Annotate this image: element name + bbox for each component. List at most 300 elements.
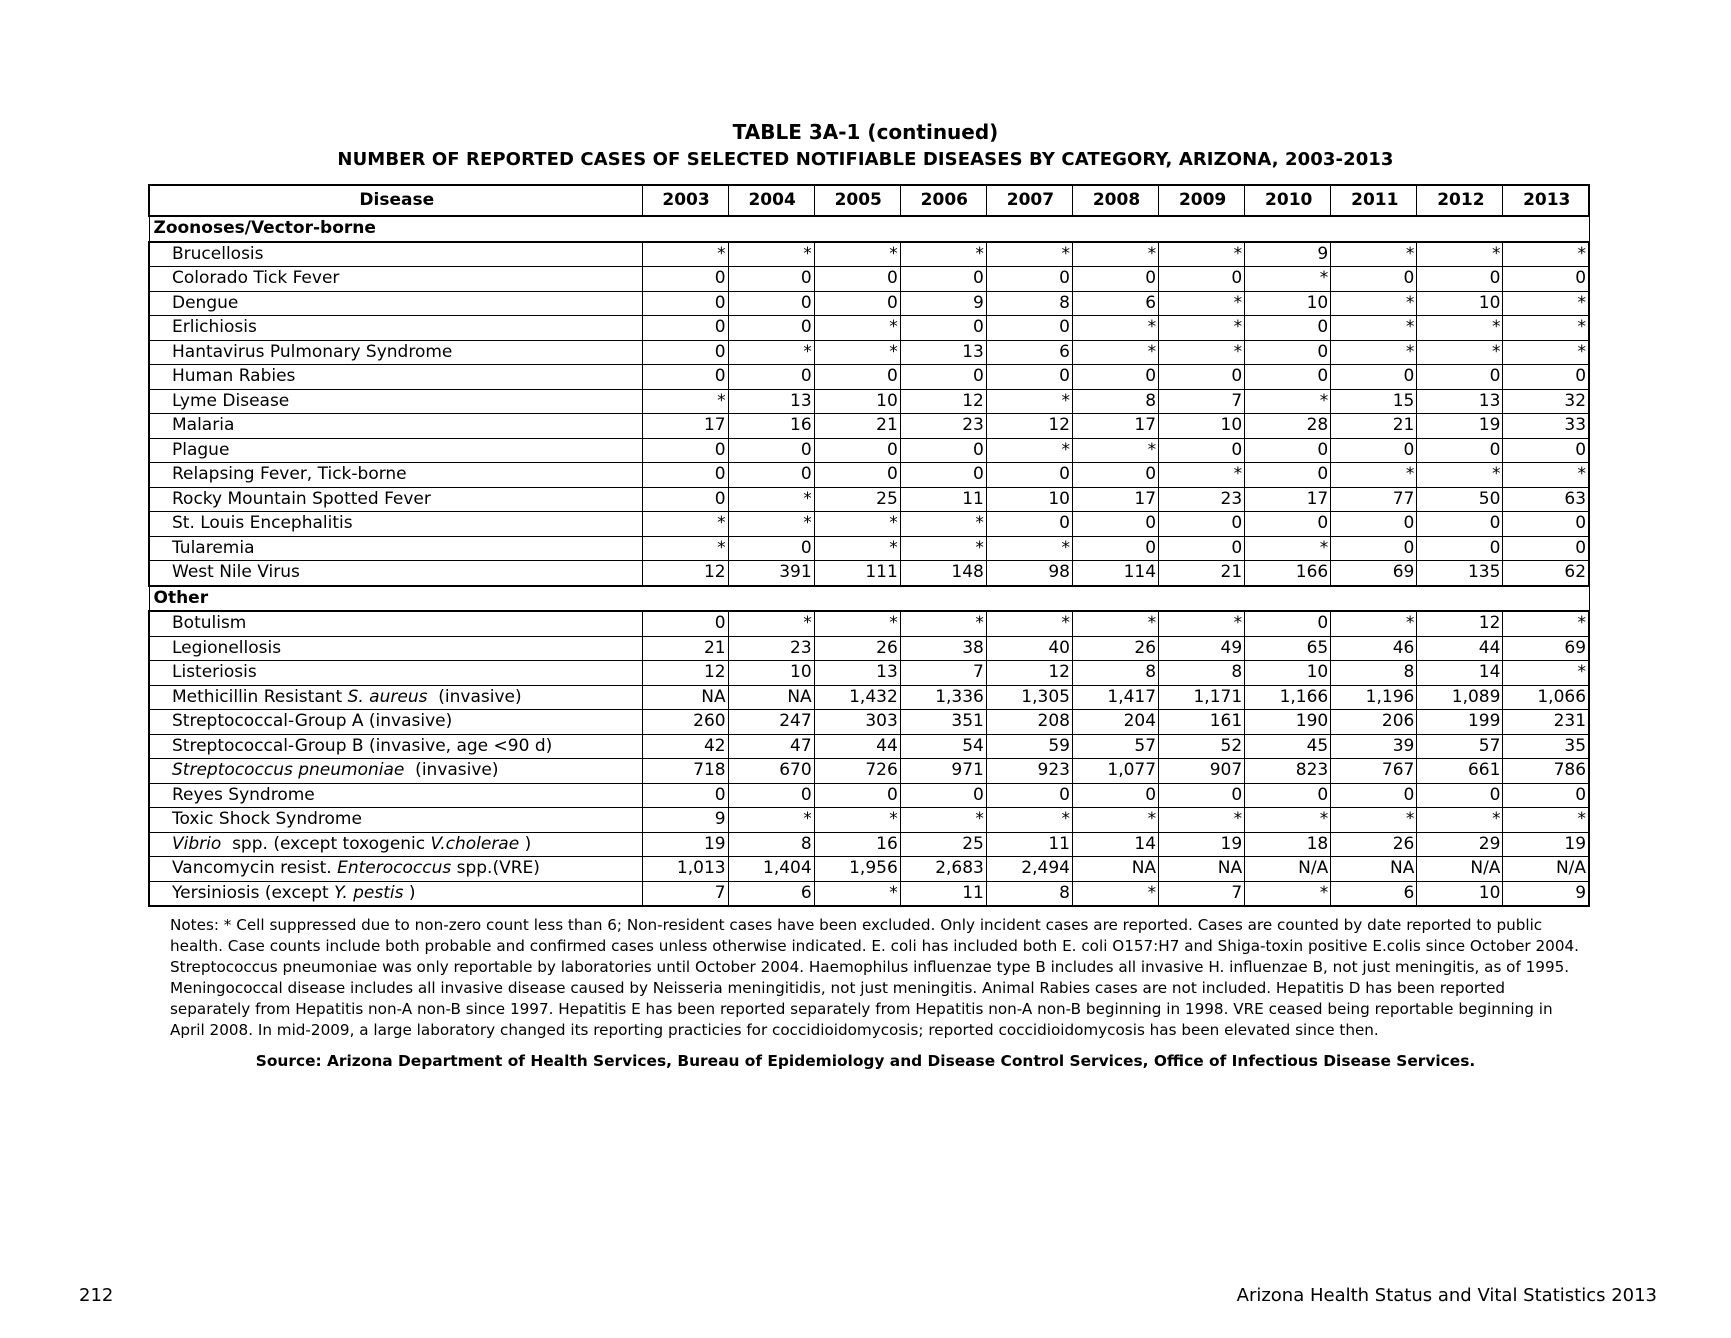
case-count-cell: 0 [1331, 783, 1417, 808]
disease-name [149, 438, 642, 463]
case-count-cell: 23 [1159, 487, 1245, 512]
case-count-cell: 0 [1417, 267, 1503, 292]
case-count-cell: * [814, 536, 900, 561]
case-count-cell: * [1503, 463, 1589, 488]
table-row [149, 710, 1589, 735]
case-count-cell: 1,417 [1072, 685, 1158, 710]
case-count-cell: * [642, 389, 728, 414]
case-count-cell: * [1072, 611, 1158, 636]
case-count-cell: 0 [1503, 783, 1589, 808]
case-count-cell: 6 [986, 340, 1072, 365]
case-count-cell: * [1417, 463, 1503, 488]
case-count-cell: 69 [1331, 561, 1417, 586]
publication-footer: Arizona Health Status and Vital Statistics 2013 [1236, 1285, 1657, 1306]
case-count-cell: * [900, 512, 986, 537]
case-count-cell: NA [642, 685, 728, 710]
case-count-cell: 206 [1331, 710, 1417, 735]
case-count-cell: * [642, 536, 728, 561]
case-count-cell: 49 [1159, 636, 1245, 661]
case-count-cell: 7 [900, 661, 986, 686]
case-count-cell: 44 [1417, 636, 1503, 661]
case-count-cell: 33 [1503, 414, 1589, 439]
disease-name [149, 685, 642, 710]
case-count-cell: 0 [900, 438, 986, 463]
disease-name [149, 734, 642, 759]
disease-name [149, 636, 642, 661]
disease-name-part: Colorado Tick Fever [172, 268, 340, 289]
header-year: 2008 [1072, 185, 1158, 216]
case-count-cell: * [986, 389, 1072, 414]
case-count-cell: 12 [1417, 611, 1503, 636]
case-count-cell: 661 [1417, 759, 1503, 784]
case-count-cell: 1,066 [1503, 685, 1589, 710]
disease-name-part: Lyme Disease [172, 390, 290, 411]
case-count-cell: 0 [1503, 438, 1589, 463]
case-count-cell: 14 [1417, 661, 1503, 686]
case-count-cell: 26 [1331, 832, 1417, 857]
case-count-cell: 17 [642, 414, 728, 439]
case-count-cell: 6 [1331, 881, 1417, 906]
case-count-cell: 8 [1331, 661, 1417, 686]
disease-name-part: Streptococcal-Group A (invasive) [172, 711, 453, 732]
case-count-cell: 2,683 [900, 857, 986, 882]
disease-name [149, 487, 642, 512]
case-count-cell: 10 [728, 661, 814, 686]
case-count-cell: 21 [1159, 561, 1245, 586]
case-count-cell: 111 [814, 561, 900, 586]
case-count-cell: 26 [814, 636, 900, 661]
disease-name [149, 267, 642, 292]
category-row [149, 586, 1589, 612]
disease-name-part: Yersiniosis (except [172, 882, 335, 903]
case-count-cell: 21 [1331, 414, 1417, 439]
case-count-cell: 114 [1072, 561, 1158, 586]
case-count-cell: * [1159, 340, 1245, 365]
case-count-cell: * [1331, 808, 1417, 833]
case-count-cell: 199 [1417, 710, 1503, 735]
case-count-cell: 0 [642, 487, 728, 512]
case-count-cell: 0 [1159, 783, 1245, 808]
case-count-cell: * [1503, 808, 1589, 833]
case-count-cell: 0 [1072, 463, 1158, 488]
disease-name-part: S. aureus [347, 686, 428, 707]
case-count-cell: 0 [1417, 365, 1503, 390]
case-count-cell: 208 [986, 710, 1072, 735]
case-count-cell: 29 [1417, 832, 1503, 857]
disease-name-part: Reyes Syndrome [172, 784, 315, 805]
category-row [149, 216, 1589, 242]
header-year: 2012 [1417, 185, 1503, 216]
case-count-cell: * [1245, 808, 1331, 833]
disease-name-part: Human Rabies [172, 366, 296, 387]
case-count-cell: 0 [900, 783, 986, 808]
case-count-cell: * [1503, 661, 1589, 686]
disease-name-part: Relapsing Fever, Tick-borne [172, 464, 407, 485]
case-count-cell: 0 [1072, 512, 1158, 537]
case-count-cell: 0 [1159, 536, 1245, 561]
case-count-cell: 0 [1245, 611, 1331, 636]
case-count-cell: 0 [1072, 267, 1158, 292]
header-disease: Disease [149, 185, 642, 216]
disease-name [149, 611, 642, 636]
disease-name [149, 808, 642, 833]
case-count-cell: 11 [986, 832, 1072, 857]
case-count-cell: 10 [1245, 661, 1331, 686]
case-count-cell: * [1331, 291, 1417, 316]
disease-name-part: Botulism [172, 613, 247, 634]
case-count-cell: 0 [986, 365, 1072, 390]
case-count-cell: 14 [1072, 832, 1158, 857]
case-count-cell: 0 [900, 316, 986, 341]
case-count-cell: 0 [728, 267, 814, 292]
case-count-cell: 9 [1503, 881, 1589, 906]
disease-name-part: Toxic Shock Syndrome [172, 809, 362, 830]
case-count-cell: 0 [1072, 365, 1158, 390]
case-count-cell: 19 [642, 832, 728, 857]
case-count-cell: 0 [1417, 512, 1503, 537]
case-count-cell: 0 [986, 316, 1072, 341]
case-count-cell: * [1245, 267, 1331, 292]
case-count-cell: 17 [1072, 487, 1158, 512]
case-count-cell: 0 [1159, 365, 1245, 390]
case-count-cell: 161 [1159, 710, 1245, 735]
disease-table [148, 184, 1590, 907]
case-count-cell: * [814, 340, 900, 365]
case-count-cell: 23 [900, 414, 986, 439]
case-count-cell: 0 [728, 783, 814, 808]
header-year: 2013 [1503, 185, 1589, 216]
case-count-cell: 0 [986, 512, 1072, 537]
table-subtitle: NUMBER OF REPORTED CASES OF SELECTED NOTIFIABLE DISEASES BY CATEGORY, ARIZONA, 2003-2013 [337, 149, 1394, 170]
case-count-cell: 13 [900, 340, 986, 365]
case-count-cell: 12 [986, 414, 1072, 439]
case-count-cell: 0 [1417, 438, 1503, 463]
case-count-cell: 21 [642, 636, 728, 661]
table-row [149, 536, 1589, 561]
case-count-cell: * [1072, 438, 1158, 463]
case-count-cell: 0 [1503, 365, 1589, 390]
case-count-cell: * [1503, 611, 1589, 636]
case-count-cell: 0 [814, 267, 900, 292]
case-count-cell: 0 [642, 291, 728, 316]
case-count-cell: N/A [1245, 857, 1331, 882]
disease-name [149, 389, 642, 414]
disease-name-part: Malaria [172, 415, 235, 436]
case-count-cell: * [1159, 291, 1245, 316]
case-count-cell: 0 [986, 267, 1072, 292]
table-row [149, 881, 1589, 906]
case-count-cell: 0 [642, 316, 728, 341]
case-count-cell: 23 [728, 636, 814, 661]
case-count-cell: * [814, 881, 900, 906]
case-count-cell: 0 [986, 783, 1072, 808]
table-row [149, 734, 1589, 759]
case-count-cell: 0 [642, 365, 728, 390]
table-row [149, 759, 1589, 784]
case-count-cell: 0 [1503, 267, 1589, 292]
case-count-cell: 6 [1072, 291, 1158, 316]
case-count-cell: 0 [1245, 365, 1331, 390]
case-count-cell: 10 [1245, 291, 1331, 316]
case-count-cell: 11 [900, 487, 986, 512]
case-count-cell: 28 [1245, 414, 1331, 439]
case-count-cell: 13 [1417, 389, 1503, 414]
disease-name-part: Methicillin Resistant [172, 686, 348, 707]
case-count-cell: * [900, 611, 986, 636]
case-count-cell: 0 [728, 463, 814, 488]
header-year: 2003 [642, 185, 728, 216]
case-count-cell: 13 [728, 389, 814, 414]
case-count-cell: 0 [1417, 536, 1503, 561]
case-count-cell: * [1072, 242, 1158, 267]
case-count-cell: * [814, 316, 900, 341]
case-count-cell: 9 [642, 808, 728, 833]
case-count-cell: 0 [1245, 512, 1331, 537]
case-count-cell: 1,077 [1072, 759, 1158, 784]
disease-name-part: Streptococcus pneumoniae [172, 760, 405, 781]
case-count-cell: 38 [900, 636, 986, 661]
disease-name-part: West Nile Virus [172, 562, 300, 583]
title-block [0, 118, 1731, 174]
case-count-cell: 9 [900, 291, 986, 316]
case-count-cell: 13 [814, 661, 900, 686]
case-count-cell: 59 [986, 734, 1072, 759]
case-count-cell: 10 [814, 389, 900, 414]
case-count-cell: 726 [814, 759, 900, 784]
case-count-cell: 1,432 [814, 685, 900, 710]
disease-name [149, 340, 642, 365]
disease-name-part: Brucellosis [172, 243, 264, 264]
case-count-cell: 0 [1331, 267, 1417, 292]
case-count-cell: * [728, 512, 814, 537]
case-count-cell: 62 [1503, 561, 1589, 586]
disease-name-part: Plague [172, 439, 230, 460]
case-count-cell: 923 [986, 759, 1072, 784]
case-count-cell: * [1072, 808, 1158, 833]
page-number: 212 [79, 1285, 114, 1306]
case-count-cell: 40 [986, 636, 1072, 661]
table-row [149, 561, 1589, 586]
case-count-cell: * [1245, 389, 1331, 414]
case-count-cell: 0 [1245, 340, 1331, 365]
disease-name-part: Vancomycin resist. [172, 858, 338, 879]
case-count-cell: 18 [1245, 832, 1331, 857]
case-count-cell: 0 [1245, 438, 1331, 463]
case-count-cell: * [1159, 611, 1245, 636]
case-count-cell: 50 [1417, 487, 1503, 512]
case-count-cell: 16 [814, 832, 900, 857]
case-count-cell: NA [1331, 857, 1417, 882]
case-count-cell: 46 [1331, 636, 1417, 661]
case-count-cell: 0 [986, 463, 1072, 488]
case-count-cell: 971 [900, 759, 986, 784]
case-count-cell: 0 [728, 316, 814, 341]
case-count-cell: 8 [986, 881, 1072, 906]
case-count-cell: * [1245, 881, 1331, 906]
case-count-cell: * [728, 611, 814, 636]
disease-name-part: Rocky Mountain Spotted Fever [172, 488, 431, 509]
header-year: 2010 [1245, 185, 1331, 216]
disease-name-part: St. Louis Encephalitis [172, 513, 353, 534]
case-count-cell: NA [1159, 857, 1245, 882]
case-count-cell: 1,956 [814, 857, 900, 882]
disease-name [149, 414, 642, 439]
case-count-cell: 0 [1159, 512, 1245, 537]
table-header [149, 185, 1589, 216]
table-row [149, 783, 1589, 808]
case-count-cell: * [1072, 340, 1158, 365]
case-count-cell: * [642, 512, 728, 537]
disease-name [149, 759, 642, 784]
case-count-cell: 0 [1331, 438, 1417, 463]
case-count-cell: 69 [1503, 636, 1589, 661]
case-count-cell: 57 [1072, 734, 1158, 759]
source-line: Source: Arizona Department of Health Services, Bureau of Epidemiology and Disease Control Services, Office of Infectious Disease Services. [255, 1052, 1476, 1070]
table-row [149, 340, 1589, 365]
case-count-cell: 10 [1417, 291, 1503, 316]
case-count-cell: 0 [1245, 463, 1331, 488]
case-count-cell: 0 [900, 463, 986, 488]
case-count-cell: 0 [642, 783, 728, 808]
case-count-cell: * [728, 808, 814, 833]
case-count-cell: 12 [900, 389, 986, 414]
case-count-cell: * [986, 536, 1072, 561]
category-label: Other [149, 586, 1589, 612]
disease-name [149, 783, 642, 808]
case-count-cell: 19 [1417, 414, 1503, 439]
disease-name-part: Y. pestis [334, 882, 404, 903]
case-count-cell: 260 [642, 710, 728, 735]
case-count-cell: 57 [1417, 734, 1503, 759]
case-count-cell: * [1503, 242, 1589, 267]
case-count-cell: 25 [814, 487, 900, 512]
disease-name [149, 710, 642, 735]
case-count-cell: * [1417, 316, 1503, 341]
case-count-cell: 303 [814, 710, 900, 735]
table-row [149, 512, 1589, 537]
case-count-cell: * [1159, 242, 1245, 267]
case-count-cell: 0 [642, 463, 728, 488]
case-count-cell: 0 [642, 611, 728, 636]
case-count-cell: 9 [1245, 242, 1331, 267]
case-count-cell: 0 [900, 365, 986, 390]
case-count-cell: * [1159, 808, 1245, 833]
case-count-cell: 15 [1331, 389, 1417, 414]
case-count-cell: 7 [642, 881, 728, 906]
case-count-cell: 351 [900, 710, 986, 735]
disease-name-part: (invasive) [427, 686, 522, 707]
case-count-cell: N/A [1503, 857, 1589, 882]
table-row [149, 316, 1589, 341]
case-count-cell: 391 [728, 561, 814, 586]
disease-name [149, 316, 642, 341]
table-row [149, 291, 1589, 316]
case-count-cell: 54 [900, 734, 986, 759]
table-row [149, 438, 1589, 463]
disease-name-part: ) [403, 882, 416, 903]
case-count-cell: 8 [1072, 389, 1158, 414]
table-row [149, 414, 1589, 439]
disease-name [149, 291, 642, 316]
case-count-cell: 8 [1072, 661, 1158, 686]
disease-name-part: Tularemia [172, 537, 255, 558]
table-row [149, 832, 1589, 857]
case-count-cell: 0 [728, 536, 814, 561]
case-count-cell: 17 [1072, 414, 1158, 439]
case-count-cell: 670 [728, 759, 814, 784]
category-label: Zoonoses/Vector-borne [149, 216, 1589, 242]
table-row [149, 242, 1589, 267]
case-count-cell: 0 [1417, 783, 1503, 808]
case-count-cell: 718 [642, 759, 728, 784]
case-count-cell: 12 [986, 661, 1072, 686]
case-count-cell: 98 [986, 561, 1072, 586]
case-count-cell: 65 [1245, 636, 1331, 661]
case-count-cell: N/A [1417, 857, 1503, 882]
case-count-cell: * [900, 536, 986, 561]
case-count-cell: * [900, 242, 986, 267]
case-count-cell: 12 [642, 661, 728, 686]
case-count-cell: 1,171 [1159, 685, 1245, 710]
case-count-cell: 10 [1417, 881, 1503, 906]
case-count-cell: 0 [814, 438, 900, 463]
case-count-cell: 0 [814, 365, 900, 390]
disease-name [149, 832, 642, 857]
case-count-cell: 44 [814, 734, 900, 759]
case-count-cell: * [986, 611, 1072, 636]
case-count-cell: * [1417, 808, 1503, 833]
case-count-cell: 10 [986, 487, 1072, 512]
case-count-cell: 7 [1159, 881, 1245, 906]
case-count-cell: * [1503, 340, 1589, 365]
case-count-cell: 204 [1072, 710, 1158, 735]
disease-name-part: Streptococcal-Group B (invasive, age <90 d) [172, 735, 553, 756]
case-count-cell: 11 [900, 881, 986, 906]
case-count-cell: 148 [900, 561, 986, 586]
disease-name-part: (invasive) [404, 760, 499, 781]
disease-name [149, 661, 642, 686]
table-row [149, 487, 1589, 512]
disease-name [149, 857, 642, 882]
case-count-cell: * [900, 808, 986, 833]
case-count-cell: 0 [900, 267, 986, 292]
header-year: 2007 [986, 185, 1072, 216]
disease-name-part: spp. (except toxogenic [221, 833, 431, 854]
case-count-cell: 42 [642, 734, 728, 759]
header-row [149, 185, 1589, 216]
case-count-cell: 0 [1072, 536, 1158, 561]
case-count-cell: * [1503, 316, 1589, 341]
case-count-cell: 19 [1503, 832, 1589, 857]
case-count-cell: 0 [728, 291, 814, 316]
case-count-cell: 0 [1503, 512, 1589, 537]
case-count-cell: 45 [1245, 734, 1331, 759]
case-count-cell: * [1331, 340, 1417, 365]
case-count-cell: * [728, 242, 814, 267]
case-count-cell: 0 [1503, 536, 1589, 561]
case-count-cell: 0 [728, 365, 814, 390]
case-count-cell: 25 [900, 832, 986, 857]
case-count-cell: 0 [642, 267, 728, 292]
case-count-cell: 0 [728, 438, 814, 463]
case-count-cell: 17 [1245, 487, 1331, 512]
case-count-cell: * [728, 487, 814, 512]
table-title: TABLE 3A-1 (continued) [732, 120, 999, 144]
case-count-cell: 823 [1245, 759, 1331, 784]
disease-name [149, 536, 642, 561]
case-count-cell: 19 [1159, 832, 1245, 857]
case-count-cell: * [986, 438, 1072, 463]
